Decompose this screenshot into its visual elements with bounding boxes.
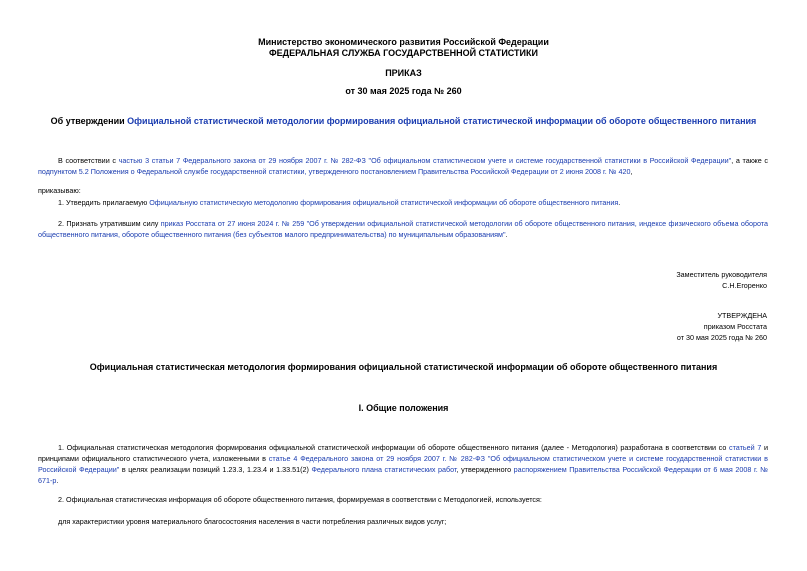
signature-position: Заместитель руководителя	[676, 270, 767, 279]
order-word: приказываю:	[38, 186, 81, 195]
para1-text-4: , утвержденного	[456, 465, 514, 474]
paragraph-2: 2. Официальная статистическая информация об обороте общественного питания, формируемая в соответствии с Методологией, используется:	[58, 495, 542, 504]
para1-text-5: .	[56, 476, 59, 485]
doc-title	[0, 116, 807, 127]
doc-title-link[interactable]: Официальной статистической методологии формирования официальной статистической информации об обороте общественного питания	[127, 116, 757, 126]
signature-name: С.Н.Егоренко	[722, 281, 767, 290]
item2-link[interactable]: приказ Росстата от 27 июня 2024 г. № 259 "Об утверждении официальной статистической методологии об обороте общественного питания, индексе физического объема оборота общественного питания, обороте общественного питания (без субъектов малого предпринимательства) по муниципальным образованиям"	[38, 219, 768, 239]
doc-title-prefix: Об утверждении	[50, 116, 128, 126]
paragraph-3: для характеристики уровня материального благосостояния населения в части потребления различных видов услуг;	[58, 517, 447, 526]
preamble-text-1: В соответствии с	[58, 156, 119, 165]
preamble-text-2: , а также с	[731, 156, 768, 165]
para1-text-2: и принципами официального статистического учета, изложенными в	[38, 443, 769, 463]
approved-line-2: приказом Росстата	[703, 322, 767, 331]
para1-link-article-4[interactable]: статье 4 Федерального закона от 29 ноября 2007 г. № 282-ФЗ "Об официальном статистическом учете и системе государственной статистики в Российской Федерации"	[38, 454, 768, 474]
doc-date: от 30 мая 2025 года № 260	[345, 86, 462, 96]
approved-line-3: от 30 мая 2025 года № 260	[676, 333, 767, 342]
item1-text-2: .	[618, 198, 621, 207]
methodology-title: Официальная статистическая методология формирования официальной статистической информации об обороте общественного питания	[89, 362, 718, 372]
para1-text-1: 1. Официальная статистическая методология формирования официальной статистической информации об обороте общественного питания (далее - Методология) разработана в соответствии со	[58, 443, 729, 452]
preamble-link-regulation[interactable]: подпунктом 5.2 Положения о Федеральной службе государственной статистики, утвержденного постановлением Правительства Российской Федерации от 2 июня 2008 г. № 420	[38, 167, 631, 176]
doc-type: ПРИКАЗ	[385, 68, 422, 78]
item2-text-1: 2. Признать утратившим силу	[58, 219, 161, 228]
preamble-text-3: ,	[630, 167, 633, 176]
preamble	[38, 155, 768, 177]
para1-link-article-7[interactable]: статьей 7	[729, 443, 762, 452]
preamble-link-law[interactable]: частью 3 статьи 7 Федерального закона от 29 ноября 2007 г. № 282-ФЗ "Об официальном статистическом учете и системе государственной статистики в Российской Федерации"	[118, 156, 732, 165]
order-item-2	[38, 218, 768, 240]
item1-link[interactable]: Официальную статистическую методологию формирования официальной статистической информации об обороте общественного питания	[149, 198, 619, 207]
approved-line-1: УТВЕРЖДЕНА	[717, 311, 767, 320]
paragraph-1	[38, 442, 768, 486]
item2-text-2: .	[505, 230, 508, 239]
section-1-title: I. Общие положения	[358, 403, 449, 413]
para1-link-decree[interactable]: распоряжением Правительства Российской Федерации от 6 мая 2008 г. № 671-р	[38, 465, 768, 485]
service-name: ФЕДЕРАЛЬНАЯ СЛУЖБА ГОСУДАРСТВЕННОЙ СТАТИСТИКИ	[269, 48, 538, 58]
ministry-name: Министерство экономического развития Российской Федерации	[258, 37, 549, 47]
para1-text-3: в целях реализации позиций 1.23.3, 1.23.4 и 1.33.51(2)	[119, 465, 312, 474]
order-item-1	[38, 197, 768, 208]
item1-text-1: 1. Утвердить прилагаемую	[58, 198, 150, 207]
para1-link-federal-plan[interactable]: Федерального плана статистических работ	[311, 465, 457, 474]
